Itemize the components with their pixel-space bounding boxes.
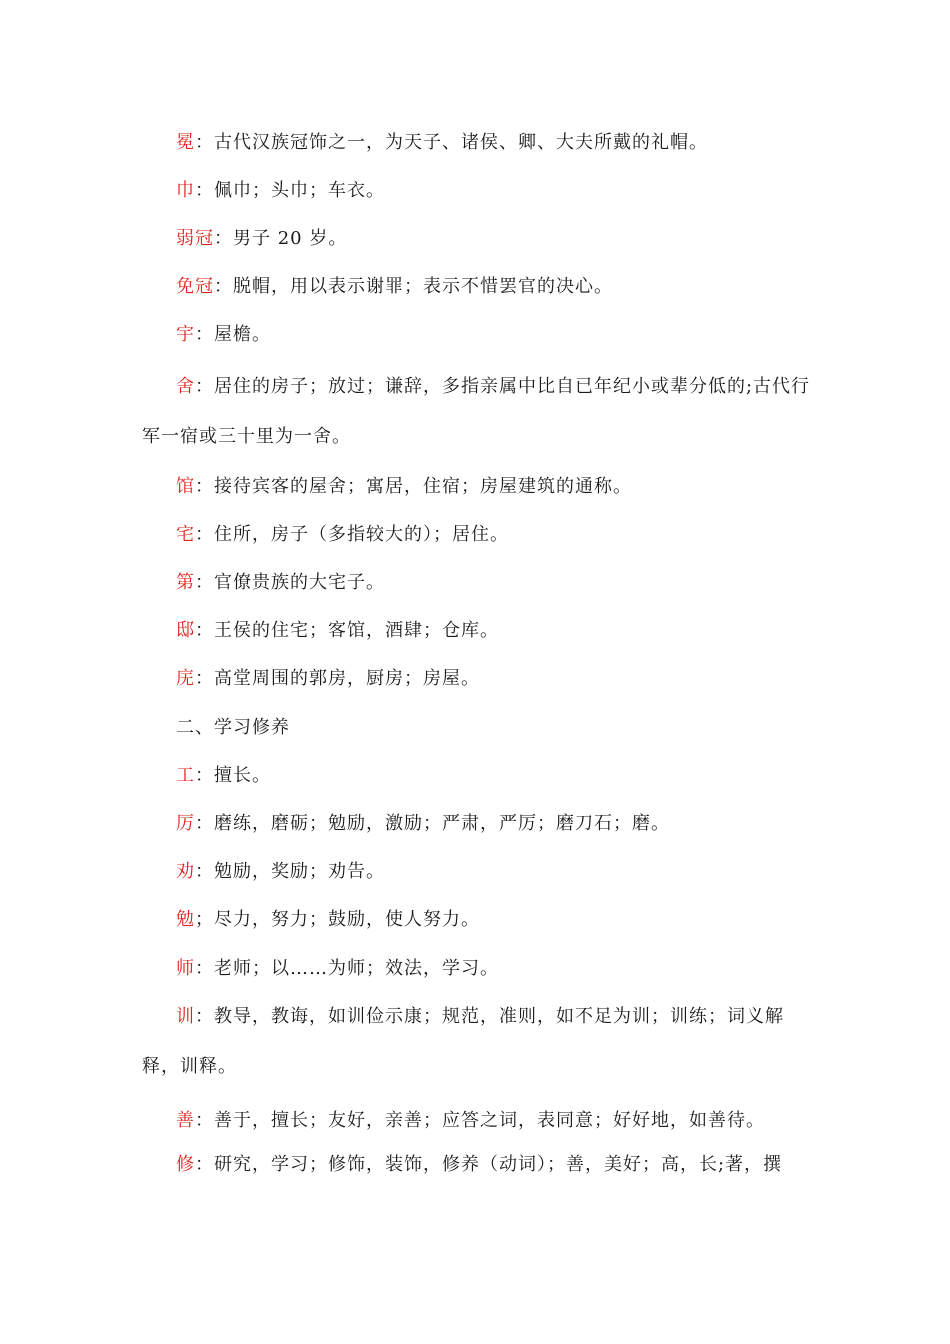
entry-separator: ：: [195, 765, 214, 786]
entry-term: 舍: [176, 376, 195, 397]
entry-definition: 研究，学习；修饰，装饰，修养（动词）；善，美好；高，长;著，撰: [214, 1154, 783, 1175]
entry-term: 修: [176, 1154, 195, 1175]
entry-separator: ：: [195, 572, 214, 593]
entry-definition: 磨练，磨砺；勉励，激励；严肃，严厉；磨刀石；磨。: [214, 813, 670, 834]
entry-quan: [142, 847, 812, 897]
entry-definition: 教导，教诲，如训俭示康；规范，准则，如不足为训；训练；词义解释，训释。: [142, 1006, 784, 1077]
entry-separator: ：: [195, 476, 214, 497]
section-heading: 二、学习修养: [176, 717, 290, 738]
entry-term: 劝: [176, 861, 195, 882]
entry-definition: 脱帽，用以表示谢罪；表示不惜罢官的决心。: [233, 276, 613, 297]
entry-term: 馆: [176, 476, 195, 497]
entry-guan: [142, 462, 812, 512]
entry-yu: [142, 310, 812, 360]
entry-definition: 高堂周围的郭房，厨房；房屋。: [214, 668, 480, 689]
entry-term: 邸: [176, 620, 195, 641]
entry-definition: 王侯的住宅；客馆，酒肆；仓库。: [214, 620, 499, 641]
entry-mianguan: [142, 262, 812, 312]
entry-di-residence: [142, 606, 812, 656]
entry-term: 弱冠: [176, 228, 214, 249]
entry-term: 善: [176, 1110, 195, 1131]
entry-term: 庑: [176, 668, 195, 689]
entry-definition: 擅长。: [214, 765, 271, 786]
entry-definition: 居住的房子；放过；谦辞，多指亲属中比自已年纪小或辈分低的;古代行军一宿或三十里为一舍。: [142, 376, 811, 447]
entry-mian-effort: [142, 895, 812, 945]
entry-separator: ：: [195, 132, 214, 153]
entry-term: 工: [176, 765, 195, 786]
entry-separator: ：: [195, 324, 214, 345]
entry-separator: ：: [195, 524, 214, 545]
entry-shan: [142, 1096, 812, 1146]
entry-jin: [142, 166, 812, 216]
entry-definition: 男子 20 岁。: [233, 228, 348, 249]
entry-term: 厉: [176, 813, 195, 834]
entry-definition: 佩巾；头巾；车衣。: [214, 180, 385, 201]
entry-gong: [142, 751, 812, 801]
entry-term: 训: [176, 1006, 195, 1027]
entry-definition: 善于，擅长；友好，亲善；应答之词，表同意；好好地，如善待。: [214, 1110, 765, 1131]
entry-separator: ：: [195, 1006, 214, 1027]
entry-definition: 屋檐。: [214, 324, 271, 345]
entry-she: [142, 362, 812, 462]
entry-di: [142, 558, 812, 608]
entry-mian: [142, 118, 812, 168]
entry-separator: ：: [195, 813, 214, 834]
entry-definition: 官僚贵族的大宅子。: [214, 572, 385, 593]
entry-xun: [142, 992, 812, 1092]
entry-definition: 尽力，努力；鼓励，使人努力。: [214, 909, 480, 930]
entry-term: 师: [176, 958, 195, 979]
entry-shi: [142, 944, 812, 994]
entry-definition: 古代汉族冠饰之一，为天子、诸侯、卿、大夫所戴的礼帽。: [214, 132, 708, 153]
entry-ruoguan: [142, 214, 812, 264]
entry-separator: ：: [195, 958, 214, 979]
entry-zhai: [142, 510, 812, 560]
entry-xiu: [142, 1140, 812, 1190]
entry-separator: ：: [195, 861, 214, 882]
entry-term: 勉: [176, 909, 195, 930]
entry-term: 第: [176, 572, 195, 593]
entry-separator: ：: [195, 620, 214, 641]
entry-separator: ：: [195, 668, 214, 689]
entry-separator: ：: [214, 228, 233, 249]
entry-separator: ；: [195, 909, 214, 930]
entry-separator: ：: [195, 376, 214, 397]
entry-term: 冕: [176, 132, 195, 153]
entry-definition: 勉励，奖励；劝告。: [214, 861, 385, 882]
entry-term: 宅: [176, 524, 195, 545]
entry-definition: 住所，房子（多指较大的）；居住。: [214, 524, 509, 545]
entry-term: 免冠: [176, 276, 214, 297]
entry-separator: ：: [195, 1110, 214, 1131]
entry-separator: ：: [195, 180, 214, 201]
entry-separator: ：: [195, 1154, 214, 1175]
entry-li: [142, 799, 812, 849]
entry-definition: 老师；以……为师；效法，学习。: [214, 958, 499, 979]
entry-term: 巾: [176, 180, 195, 201]
entry-separator: ：: [214, 276, 233, 297]
entry-term: 宇: [176, 324, 195, 345]
entry-definition: 接待宾客的屋舍；寓居，住宿；房屋建筑的通称。: [214, 476, 632, 497]
entry-wu: [142, 654, 812, 704]
